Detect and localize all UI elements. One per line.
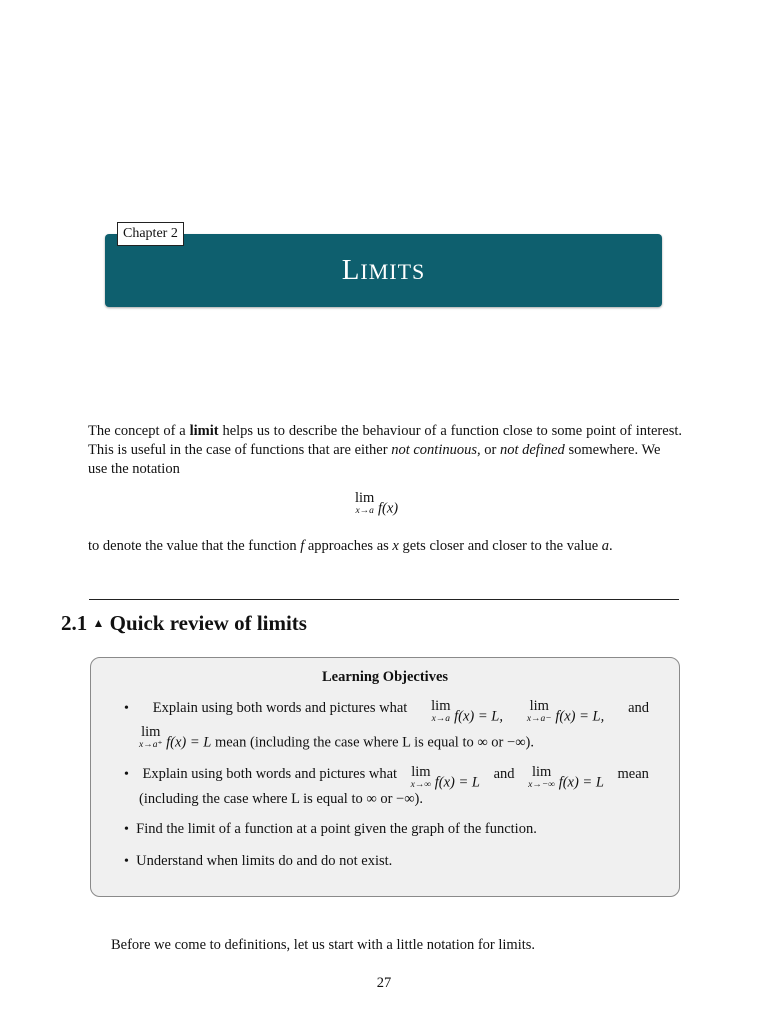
page-number: 27 — [376, 975, 392, 991]
display-limit-notation: lim x→a f(x) — [355, 490, 399, 517]
objective-item-2: • Explain using both words and pictures what lim x→∞ f(x) = L and lim x→−∞ f(x) = L mean — [124, 764, 649, 791]
chapter-title: LIMITS — [341, 254, 426, 286]
objective-item-2-cont: (including the case where L is equal to ∞ or −∞). — [139, 791, 423, 807]
intro-paragraph: The concept of a limit helps us to describe the behaviour of a function close to some point of interest. This is useful in the case of functions that are either not continuous, or not defined somewhere. We — [88, 423, 682, 458]
chapter-tag: Chapter 2 — [117, 222, 184, 246]
learning-objectives-heading: Learning Objectives — [321, 669, 449, 685]
objective-item-1: • Explain using both words and pictures what lim x→a f(x) = L, lim x→a− f(x) = L, and — [124, 698, 649, 725]
closing-sentence: Before we come to definitions, let us start with a little notation for limits. — [111, 937, 536, 953]
section-heading: 2.1 ▲ Quick review of limits — [61, 611, 307, 635]
section-divider — [89, 599, 679, 600]
objective-item-3: • Find the limit of a function at a point given the graph of the function. — [124, 821, 537, 837]
triangle-marker-icon: ▲ — [92, 616, 105, 630]
objective-item-1-cont: lim x→a⁺ f(x) = L mean (including the case where L is equal to ∞ or −∞). — [139, 724, 534, 751]
intro-last-line: use the notation — [88, 461, 180, 477]
objective-item-4: • Understand when limits do and do not exist. — [124, 853, 393, 869]
notation-explanation: to denote the value that the function f approaches as x gets closer and closer to the value a. — [88, 538, 613, 554]
